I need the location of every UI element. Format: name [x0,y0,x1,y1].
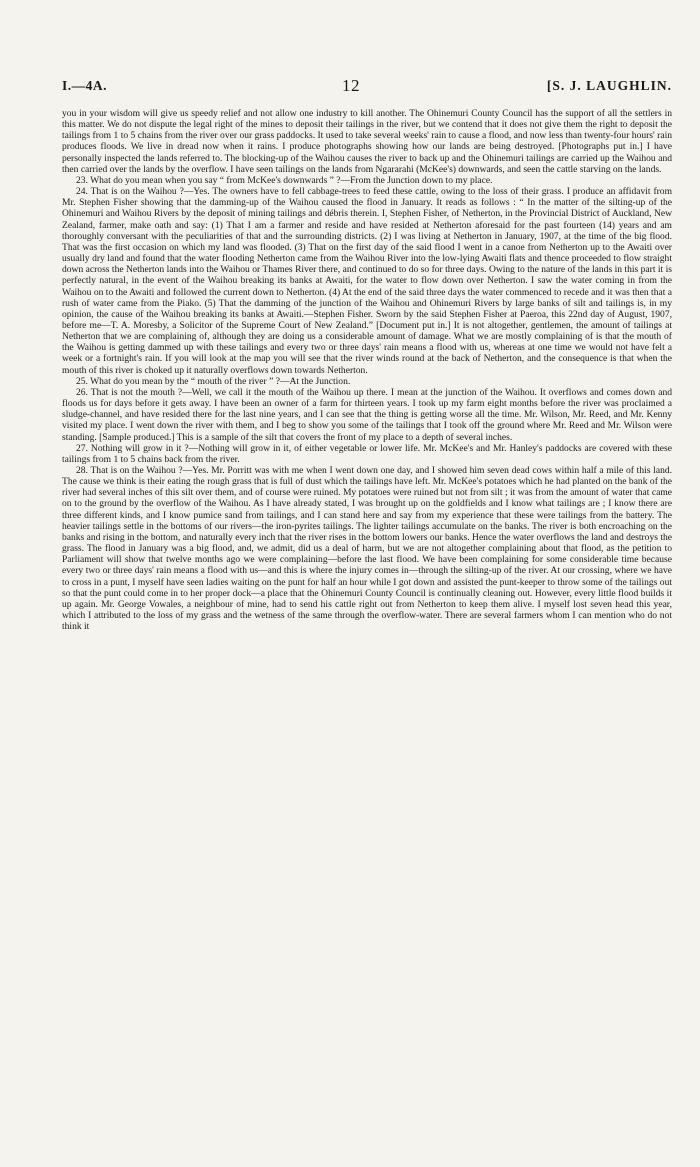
document-reference: I.—4A. [62,78,108,93]
page-number: 12 [342,76,360,95]
paragraph-q23: 23. What do you mean when you say “ from McKee's downwards ” ?—From the Junction down to my place. [76,174,493,186]
witness-name: [S. J. LAUGHLIN. [546,78,672,93]
paragraph-q27: 27. Nothing will grow in it ?—Nothing will grow in it, of either vegetable or lower life. Mr. McKee's and Mr. Hanley's paddocks are covered with these tailings from 1 to 5 chains back from the river. [62,442,672,465]
paragraph-q24: 24. That is on the Waihou ?—Yes. The owners have to fell cabbage-trees to feed these cattle, owing to the loss of their grass. I produce an affidavit from Mr. Stephen Fisher showing that the damming-up of the Waihou caused the flood in January. It reads as follows : “ In the matter of the silting-up of the Ohinemuri and Waihou Rivers by the deposit of mining tailings and débris therein. I, Stephen Fisher, of Netherton, in the Provincial District of Auckland, New Zealand, farmer, make oath and say: (1) That I am a farmer and reside and have resided at Netherton aforesaid for the past fourteen (14) years and am thoroughly conversant with the peculiarities of that and the surrounding districts. (2) I was living at Netherton in January, 1907, at the time of the big flood. That was the first occasion on which my land was flooded. (3) That on the first day of the said flood I went in a canoe from Netherton up to the Awaiti over usually dry land and found that the water flooding Netherton came from the Waihou River into the low-lying Awaiti flats and thence proceeded to flow straight down across the Netherton lands into the Waihou or Thames River there, and continued to do so for three days. Owing to the nature of the lands in this part it is perfectly natural, in the event of the Waihou breaking its banks at Awaiti, for the water to flow down over Netherton. I saw the water coming in from the Waihou on to the Awaiti and followed the current down to Netherton. (4) At the end of the said three days the water commenced to recede and it was then that a rush of water came from the Piako. (5) That the damming of the junction of the Waihou and Ohinemuri Rivers by large banks of silt and tailings is, in my opinion, the cause of the Waihou breaking its banks at Awaiti.—Stephen Fisher. Sworn by the said Stephen Fisher at Paeroa, this 22nd day of August, 1907, before me—T. A. Moresby, a Solicitor of the Supreme Court of New Zealand.” [Document put in.] It is not altogether, gentlemen, the amount of tailings at Netherton that we are complaining of, although they are doing us a considerable amount of damage. What we are mostly complaining of is that the mouth of the Waihou is getting dammed up with these tailings and every two or three days' rain means a flood with us, whereas at one time we would not have felt a week or a fortnight's rain. If you will look at the map you will see that the river winds round at the back of Netherton, and the consequence is that when the mouth of this river is choked up it naturally overflows down towards Netherton. [62,186,672,376]
page-header [62,78,672,98]
paragraph-q26: 26. That is not the mouth ?—Well, we call it the mouth of the Waihou up there. I mean at the junction of the Waihou. It overflows and comes down and floods us for days before it gets away. I have been an owner of a farm for thirteen years. I took up my farm eight months before the river was proclaimed a sludge-channel, and have resided there for the last nine years, and I can see that the thing is getting worse all the time. Mr. Wilson, Mr. Reed, and Mr. Kenny visited my place. I went down the river with them, and I beg to show you some of the tailings that I took off the ground where Mr. Reed and Mr. Wilson were standing. [Sample produced.] This is a sample of the silt that covers the front of my place to a depth of several inches. [62,386,672,443]
paragraph-q25: 25. What do you mean by the “ mouth of the river ” ?—At the Junction. [76,375,351,387]
paragraph-continuation: you in your wisdom will give us speedy relief and not allow one industry to kill another. The Ohinemuri County Council has the support of all the settlers in this matter. We do not dispute the legal right of the mines to deposit their tailings in the river, but we contend that it does not give them the right to deposit the tailings from 1 to 5 chains from the river over our grass paddocks. It used to take several weeks' rain to cause a flood, and now less than twenty-four hours' rain produces floods. We live in dread now when it rains. I produce photographs showing how our lands are being destroyed. [Photographs put in.] I have personally inspected the lands referred to. The blocking-up of the Waihou causes the river to back up and the Ohinemuri tailings are carried up the Waihou and then carried over the lands by the overflow. I have seen tailings on the lands from Ngararahi (McKee's) downwards, and seen the cattle starving on the lands. [62,108,672,175]
page-body [62,108,672,632]
paragraph-q28: 28. That is on the Waihou ?—Yes. Mr. Porritt was with me when I went down one day, and I showed him seven dead cows within half a mile of this land. The cause we think is their eating the rough grass that is full of dust which the tailings have left. Mr. McKee's potatoes which he had planted on the bank of the river had several inches of this silt over them, and of course were ruined. My potatoes were ruined but not from silt ; it was from the amount of water that came on to the ground by the overflow of the Waihou. As I have already stated, I was brought up on the goldfields and I know what tailings are ; I know there are three different kinds, and I know pumice sand from tailings, and I can stand here and say from my experience that these were tailings from the battery. The heavier tailings settle in the bottoms of our rivers—the iron-pyrites tailings. The lighter tailings accumulate on the banks. The river is both encroaching on the banks and rising in the bottom, and naturally every inch that the river rises in the bottom lowers our banks. Hence the water overflows the land and destroys the grass. The flood in January was a big flood, and, we admit, did us a deal of harm, but we are not altogether complaining about that flood, as the petition to Parliament will show that twelve months ago we were complaining—before the last flood. We have been complaining for some considerable time because every two or three days' rain means a flood with us—and this is where the injury comes in—through the silting-up of the river. At our crossing, where we have to cross in a punt, I myself have seen ladies waiting on the punt for half an hour while I got down and assisted the punt-keeper to throw some of the tailings out so that the punt could come in to her proper dock—a place that the Ohinemuri County Council is continually cleaning out. However, every little flood builds it up again. Mr. George Vowales, a neighbour of mine, had to send his cattle right out from Netherton to keep them alive. I myself lost seven head this year, which I attributed to the loss of my grass and the wetness of the same through the overflow-water. There are several farmers whom I can mention who do not think it [62,465,672,633]
